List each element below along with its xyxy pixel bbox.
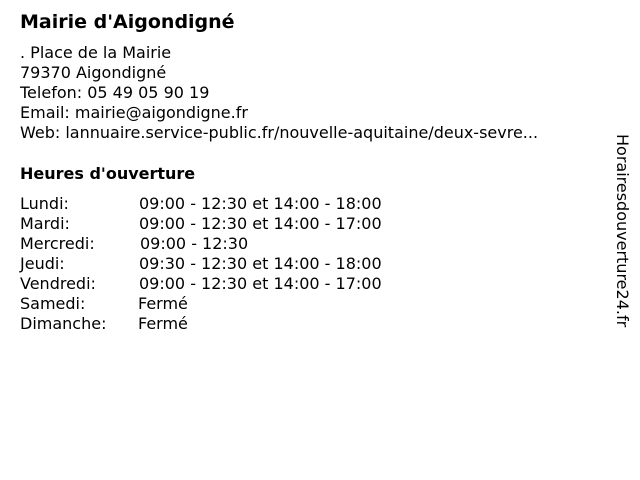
- address-line-1: . Place de la Mairie: [20, 43, 172, 62]
- web-line: Web: lannuaire.service-public.fr/nouvelle-aquitaine/deux-sevre...: [20, 123, 539, 142]
- time-value: 09:00 - 12:30 et 14:00 - 17:00: [139, 274, 382, 293]
- time-value: 09:00 - 12:30: [140, 234, 249, 253]
- day-label: Mercredi:: [20, 234, 95, 253]
- time-value: 09:30 - 12:30 et 14:00 - 18:00: [139, 254, 382, 273]
- site-watermark: Horairesdouverture24.fr: [613, 134, 632, 328]
- contact-block: [20, 43, 538, 143]
- day-label: Vendredi:: [20, 274, 96, 293]
- day-label: Mardi:: [20, 214, 70, 233]
- email-line: Email: mairie@aigondigne.fr: [20, 103, 248, 122]
- day-label: Jeudi:: [20, 254, 65, 273]
- time-value: 09:00 - 12:30 et 14:00 - 17:00: [139, 214, 382, 233]
- page-title: Mairie d'Aigondigné: [20, 11, 235, 33]
- hours-heading: Heures d'ouverture: [20, 164, 196, 183]
- time-value: 09:00 - 12:30 et 14:00 - 18:00: [139, 194, 382, 213]
- time-value: Fermé: [138, 314, 188, 333]
- address-line-2: 79370 Aigondigné: [20, 63, 167, 82]
- phone-line: Telefon: 05 49 05 90 19: [20, 83, 210, 102]
- day-label: Samedi:: [20, 294, 86, 313]
- day-label: Dimanche:: [20, 314, 107, 333]
- day-label: Lundi:: [20, 194, 69, 213]
- time-value: Fermé: [138, 294, 188, 313]
